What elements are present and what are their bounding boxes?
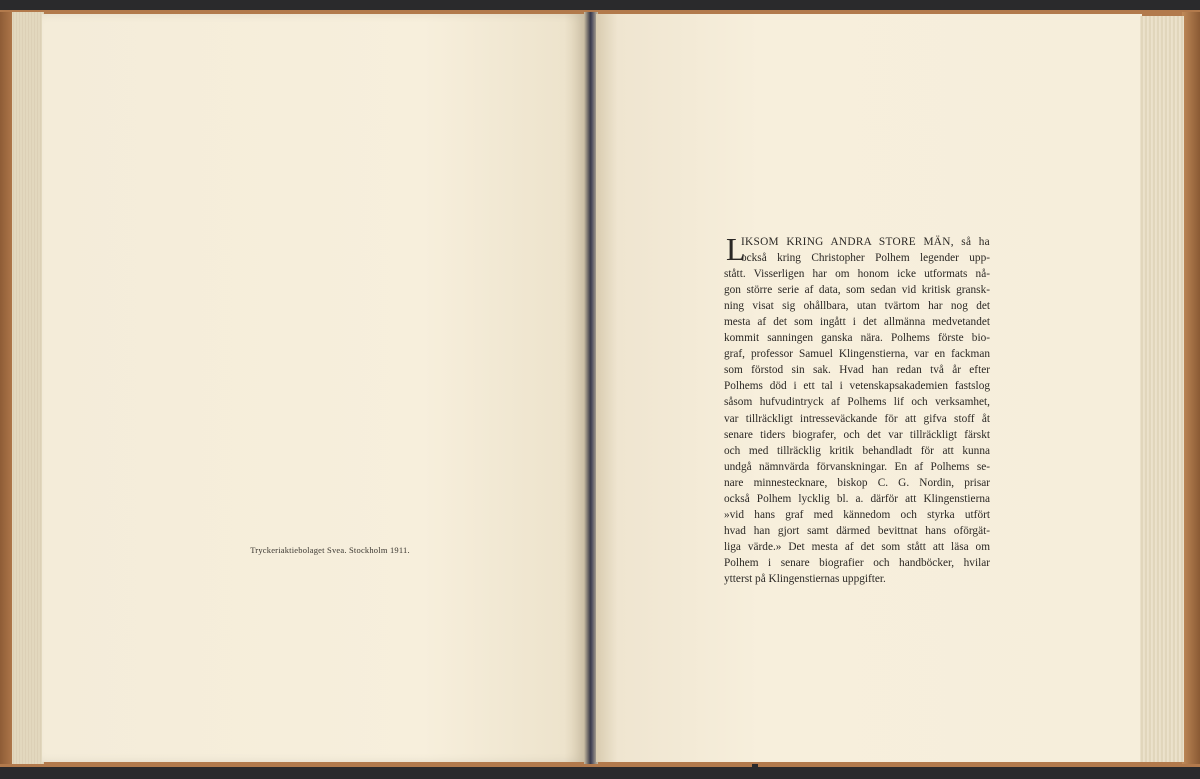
text-line: ytterst på Klingenstiernas uppgifter.: [724, 572, 886, 585]
text-line: IKSOM KRING ANDRA STORE MÄN, så ha: [741, 236, 990, 248]
page-stack-right: [1140, 16, 1184, 762]
text-line: hvad han gjort samt därmed bevittnat hans oförgät-: [724, 524, 990, 537]
text-line: stått. Visserligen har om honom icke utformats nå-: [724, 268, 990, 281]
left-page: [42, 14, 586, 762]
text-line: gon större serie af data, som sedan vid kritisk gransk-: [724, 284, 990, 297]
bookmark-tab: [752, 764, 758, 776]
text-line: också Polhem lycklig bl. a. därför att Klingenstierna: [724, 492, 990, 505]
drop-cap: L: [726, 231, 746, 267]
body-text: [724, 231, 990, 587]
text-line: var tillräckligt intresseväckande för att gifva stoff åt: [724, 412, 990, 425]
text-line: »vid hans graf med kännedom och styrka utfört: [724, 508, 990, 521]
text-line: Polhems död i ett tal i vetenskapsakademien fastslog: [724, 380, 990, 393]
text-line: också kring Christopher Polhem legender upp-: [741, 252, 990, 265]
text-line: mesta af det som ingått i det allmänna medvetandet: [724, 316, 990, 329]
text-line: och med tillräcklig kritik behandladt för att kunna: [724, 444, 990, 457]
text-line: undgå nämnvärda förvanskningar. En af Polhems se-: [724, 460, 990, 473]
text-line: nare minnestecknare, biskop C. G. Nordin, prisar: [724, 476, 990, 489]
printer-imprint: Tryckeriaktiebolaget Svea. Stockholm 1911.: [250, 545, 410, 555]
text-line: liga värde.» Det mesta af det som stått att läsa om: [724, 540, 990, 553]
text-line: kommit sanningen ganska nära. Polhems förste bio-: [724, 332, 990, 345]
text-line: Polhem i senare biografier och handböcker, hvilar: [724, 556, 990, 569]
page-stack-left: [12, 12, 44, 764]
text-line: som förstod sin sak. Hvad han redan två år efter: [724, 364, 990, 377]
cover-right-edge: [1182, 12, 1200, 764]
text-line: graf, professor Samuel Klingenstierna, var en fackman: [724, 348, 990, 361]
text-line: ning visat sig ohållbara, utan tvärtom har nog det: [724, 300, 990, 313]
text-line: senare tiders biografer, och det var tillräckligt färskt: [724, 428, 990, 441]
text-line: såsom hufvudintryck af Polhems lif och verksamhet,: [724, 396, 990, 409]
